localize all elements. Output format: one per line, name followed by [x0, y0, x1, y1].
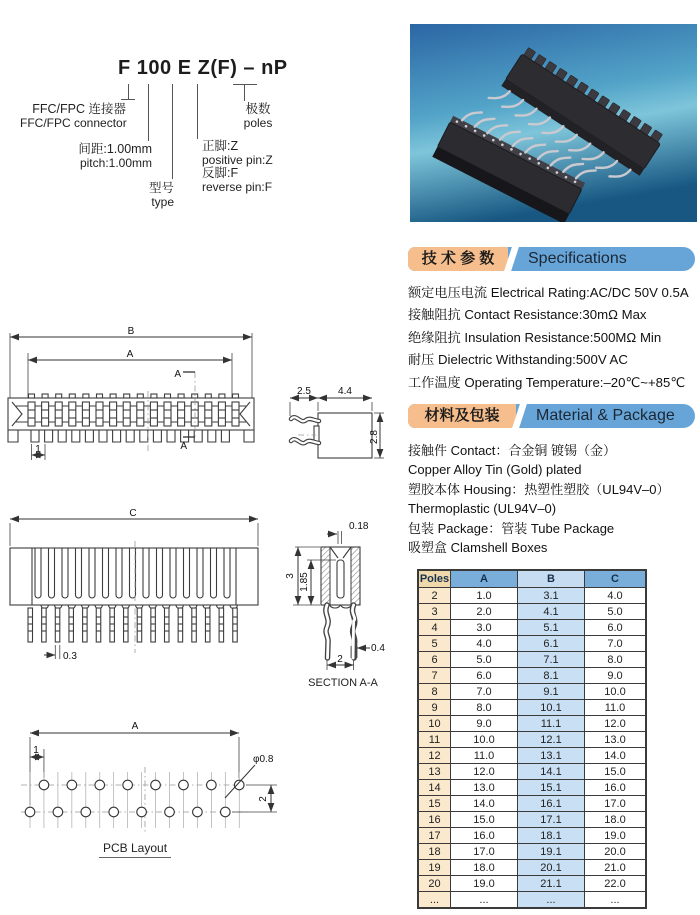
connector-label-cn: FFC/FPC 连接器	[32, 102, 126, 116]
table-cell: 16.0	[451, 828, 518, 844]
table-cell: 9	[418, 700, 451, 716]
pitch-label	[58, 143, 152, 170]
poles-label-en: poles	[243, 115, 273, 130]
col-header-c: C	[585, 570, 647, 588]
text-line: 耐压 Dielectric Withstanding:500V AC	[408, 352, 628, 368]
table-cell: 17.0	[585, 796, 647, 812]
table-cell: 12.0	[451, 764, 518, 780]
dim-label-2-5: 2.5	[297, 386, 311, 397]
table-cell: 7.0	[585, 636, 647, 652]
table-cell: 22.0	[585, 876, 647, 892]
side-view-drawing	[278, 380, 388, 465]
castellation-teeth	[31, 430, 229, 442]
table-cell: 14.1	[518, 764, 585, 780]
pin-direction-label	[202, 140, 273, 194]
table-cell: 9.0	[451, 716, 518, 732]
leader-line	[148, 84, 149, 141]
section-aa-title: SECTION A-A	[308, 677, 378, 689]
leader-line	[172, 84, 173, 179]
table-cell: 15.0	[451, 812, 518, 828]
table-cell: 13.0	[451, 780, 518, 796]
table-cell: 12.1	[518, 732, 585, 748]
table-cell: 17	[418, 828, 451, 844]
table-cell: 7	[418, 668, 451, 684]
material-section	[408, 404, 695, 557]
material-header	[408, 404, 695, 428]
table-cell: 14.0	[451, 796, 518, 812]
table-cell: 19	[418, 860, 451, 876]
specifications-section	[408, 247, 695, 394]
dim-label-row-span: 2	[258, 796, 269, 802]
text-line: 包装 Package：管装 Tube Package	[408, 520, 615, 536]
type-label-en: type	[151, 194, 174, 209]
table-cell: 6.1	[518, 636, 585, 652]
table-cell: 20.0	[585, 844, 647, 860]
table-cell: 10.1	[518, 700, 585, 716]
table-cell: 2.0	[451, 604, 518, 620]
table-cell: 15.0	[585, 764, 647, 780]
table-row	[418, 780, 646, 796]
table-cell: 14.0	[585, 748, 647, 764]
table-row	[418, 844, 646, 860]
table-cell: 8.1	[518, 668, 585, 684]
leader-line	[197, 84, 198, 139]
table-cell: 2	[418, 588, 451, 604]
table-cell: 13	[418, 764, 451, 780]
section-aa-drawing	[285, 508, 397, 698]
table-cell: ...	[585, 892, 647, 909]
product-photo	[410, 24, 697, 222]
table-cell: 14	[418, 780, 451, 796]
col-header-poles: Poles	[418, 570, 451, 588]
table-cell: 18.0	[585, 812, 647, 828]
table-cell: 20.1	[518, 860, 585, 876]
table-cell: 4.1	[518, 604, 585, 620]
table-cell: 19.0	[585, 828, 647, 844]
pitch-label-en: pitch:1.00mm	[79, 155, 152, 170]
table-row	[418, 748, 646, 764]
table-cell: 11.0	[585, 700, 647, 716]
text-line: Copper Alloy Tin (Gold) plated	[408, 462, 582, 478]
reverse-pin-cn: 反脚:F	[202, 166, 239, 180]
table-cell: 11.0	[451, 748, 518, 764]
table-cell: 11.1	[518, 716, 585, 732]
table-row	[418, 892, 646, 909]
specifications-header	[408, 247, 695, 271]
specifications-title-en: Specifications	[528, 250, 627, 267]
table-cell: 13.1	[518, 748, 585, 764]
dim-label-1: 1	[33, 745, 39, 756]
leader-line	[244, 85, 245, 101]
table-cell: 8.0	[451, 700, 518, 716]
product-photo-image	[410, 24, 697, 222]
material-title-cn: 材料及包装	[424, 407, 500, 424]
table-cell: 12	[418, 748, 451, 764]
positive-pin-en: positive pin:Z	[202, 152, 273, 167]
material-title-en: Material & Package	[536, 407, 675, 424]
col-header-a: A	[451, 570, 518, 588]
poles-label-cn: 极数	[245, 102, 271, 116]
positive-pin-cn: 正脚:Z	[202, 139, 239, 153]
dim-label-A: A	[126, 349, 134, 360]
table-cell: 9.1	[518, 684, 585, 700]
table-cell: 17.0	[451, 844, 518, 860]
table-cell: ...	[518, 892, 585, 909]
dimensions-table	[417, 569, 647, 909]
dim-label-0-3: 0.3	[63, 651, 77, 662]
dim-label-4-4: 4.4	[338, 386, 352, 397]
table-row	[418, 716, 646, 732]
table-cell: 21.1	[518, 876, 585, 892]
type-label	[128, 182, 174, 209]
table-row	[418, 860, 646, 876]
table-cell: 16.0	[585, 780, 647, 796]
table-cell: 17.1	[518, 812, 585, 828]
table-cell: 3.1	[518, 588, 585, 604]
table-cell: 4.0	[451, 636, 518, 652]
dim-label-3: 3	[285, 573, 296, 579]
section-mark-top: A	[174, 369, 181, 380]
table-cell: 15	[418, 796, 451, 812]
dim-label-A: A	[131, 721, 139, 732]
pcb-layout-title: PCB Layout	[99, 841, 171, 858]
table-row	[418, 876, 646, 892]
table-cell: 18.1	[518, 828, 585, 844]
table-row	[418, 684, 646, 700]
front-view-drawing	[2, 505, 272, 670]
table-cell: 19.0	[451, 876, 518, 892]
table-cell: 15.1	[518, 780, 585, 796]
dimensions-table-body	[418, 588, 646, 909]
reverse-pin-en: reverse pin:F	[202, 179, 273, 194]
text-line: 吸塑盒 Clamshell Boxes	[408, 540, 548, 556]
type-label-cn: 型号	[148, 181, 174, 195]
specifications-list	[408, 282, 695, 394]
table-cell: 16.1	[518, 796, 585, 812]
table-cell: 5.1	[518, 620, 585, 636]
table-row	[418, 700, 646, 716]
text-line: 接触件 Contact：合金铜 镀锡（金）	[408, 443, 617, 458]
table-row	[418, 620, 646, 636]
table-cell: 21.0	[585, 860, 647, 876]
table-row	[418, 828, 646, 844]
text-line: 接触阻抗 Contact Resistance:30mΩ Max	[408, 307, 647, 323]
table-cell: 5.0	[451, 652, 518, 668]
dim-label-0-18: 0.18	[349, 521, 369, 532]
table-cell: 8	[418, 684, 451, 700]
table-cell: ...	[418, 892, 451, 909]
poles-label	[230, 103, 286, 130]
dim-label-2-8: 2.8	[369, 430, 380, 444]
leader-underline	[233, 84, 257, 85]
dim-label-pitch: 1	[35, 444, 41, 455]
table-cell: 4.0	[585, 588, 647, 604]
table-row	[418, 812, 646, 828]
table-cell: 20	[418, 876, 451, 892]
table-cell: 19.1	[518, 844, 585, 860]
table-row	[418, 636, 646, 652]
text-line: 绝缘阻抗 Insulation Resistance:500MΩ Min	[408, 329, 662, 345]
table-cell: 5	[418, 636, 451, 652]
table-header-row	[418, 570, 646, 588]
col-header-b: B	[518, 570, 585, 588]
table-cell: 10.0	[585, 684, 647, 700]
dim-label-hole: φ0.8	[253, 754, 274, 765]
table-row	[418, 652, 646, 668]
table-cell: 11	[418, 732, 451, 748]
top-view-drawing	[2, 323, 262, 468]
dim-label-0-4: 0.4	[371, 643, 385, 654]
text-line: 工作温度 Operating Temperature:–20℃~+85℃	[408, 374, 686, 390]
table-cell: 6	[418, 652, 451, 668]
table-cell: 3	[418, 604, 451, 620]
pitch-label-cn: 间距:1.00mm	[78, 142, 152, 156]
table-cell: 6.0	[585, 620, 647, 636]
part-number-code: F 100 E Z(F) – nP	[118, 57, 288, 79]
table-row	[418, 732, 646, 748]
table-cell: 1.0	[451, 588, 518, 604]
table-cell: 7.0	[451, 684, 518, 700]
table-cell: 5.0	[585, 604, 647, 620]
table-cell: 8.0	[585, 652, 647, 668]
table-cell: 13.0	[585, 732, 647, 748]
leader-line	[128, 84, 129, 100]
table-row	[418, 588, 646, 604]
table-cell: ...	[451, 892, 518, 909]
table-cell: 7.1	[518, 652, 585, 668]
material-list	[408, 441, 695, 557]
table-cell: 18.0	[451, 860, 518, 876]
dim-label-2: 2	[337, 654, 343, 665]
dim-label-C: C	[129, 508, 137, 519]
connector-label-en: FFC/FPC connector	[20, 115, 127, 130]
section-mark-bottom: A	[180, 441, 187, 452]
text-line: Thermoplastic (UL94V–0)	[408, 501, 557, 517]
table-cell: 3.0	[451, 620, 518, 636]
table-row	[418, 796, 646, 812]
pins	[28, 608, 237, 642]
connector-label	[20, 103, 126, 130]
table-cell: 10.0	[451, 732, 518, 748]
dimensions-table-head	[418, 570, 646, 588]
table-row	[418, 668, 646, 684]
table-row	[418, 604, 646, 620]
text-line: 塑胶本体 Housing：热塑性塑胶（UL94V–0）	[408, 481, 670, 497]
table-cell: 16	[418, 812, 451, 828]
table-cell: 10	[418, 716, 451, 732]
table-cell: 4	[418, 620, 451, 636]
specifications-title-cn: 技 术 参 数	[421, 250, 495, 267]
table-row	[418, 764, 646, 780]
dim-label-1-85: 1.85	[299, 572, 310, 592]
table-cell: 6.0	[451, 668, 518, 684]
leader-tick	[121, 99, 135, 100]
table-cell: 9.0	[585, 668, 647, 684]
table-cell: 18	[418, 844, 451, 860]
table-cell: 12.0	[585, 716, 647, 732]
text-line: 额定电压电流 Electrical Rating:AC/DC 50V 0.5A	[408, 285, 689, 300]
dim-label-B: B	[127, 326, 135, 337]
